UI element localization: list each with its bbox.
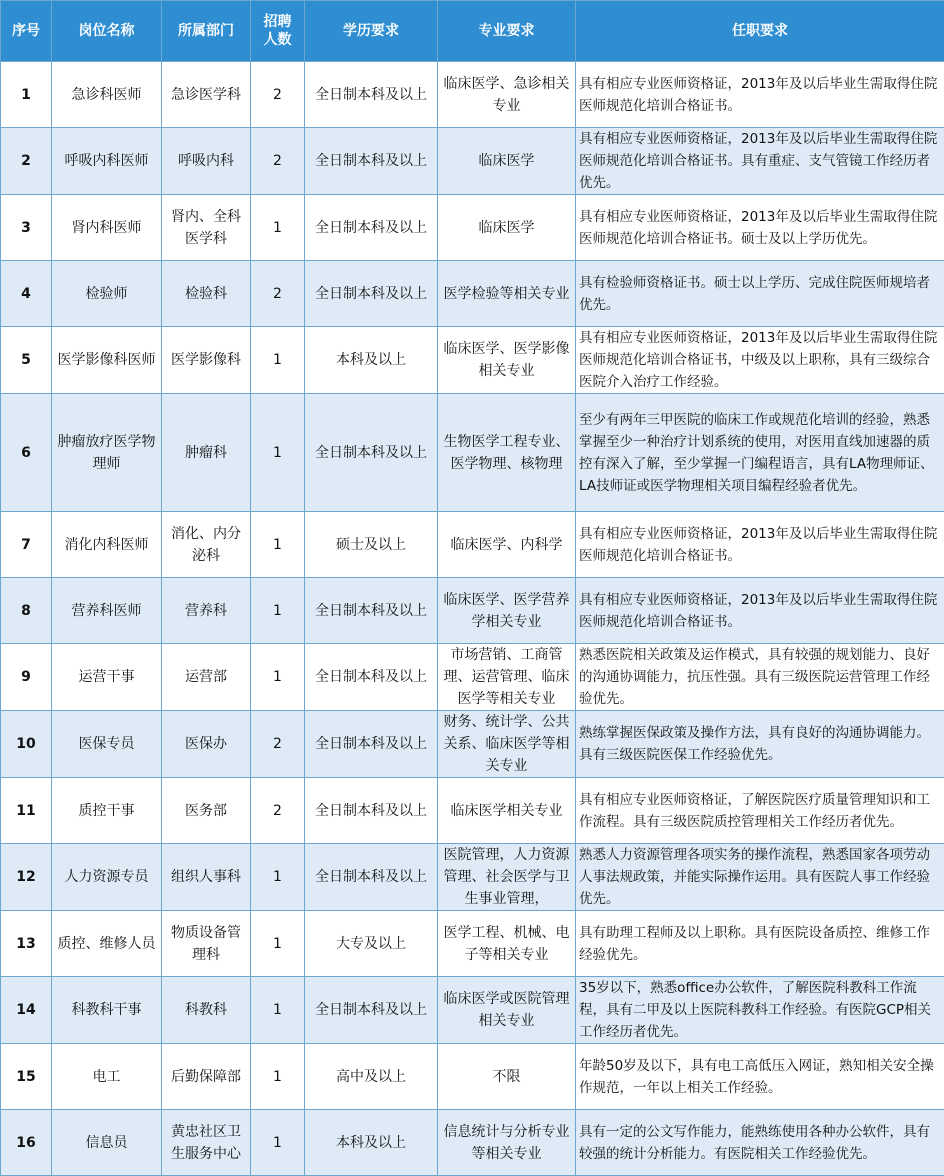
row-major: 临床医学、医学营养学相关专业: [438, 578, 576, 644]
row-department: 组织人事科: [162, 844, 251, 911]
row-count: 1: [251, 578, 305, 644]
row-department: 后勤保障部: [162, 1044, 251, 1110]
row-major: 不限: [438, 1044, 576, 1110]
row-education: 高中及以上: [305, 1044, 438, 1110]
row-education: 全日制本科及以上: [305, 394, 438, 512]
row-major: 生物医学工程专业、医学物理、核物理: [438, 394, 576, 512]
row-position: 肾内科医师: [52, 195, 162, 261]
row-position: 消化内科医师: [52, 512, 162, 578]
row-no: 3: [1, 195, 52, 261]
row-department: 黄忠社区卫生服务中心: [162, 1110, 251, 1176]
row-education: 硕士及以上: [305, 512, 438, 578]
row-department: 医务部: [162, 778, 251, 844]
header-count-line2: 人数: [264, 32, 292, 48]
row-no: 14: [1, 977, 52, 1044]
row-requirements: 具有相应专业医师资格证，2013年及以后毕业生需取得住院医师规范化培训合格证书。硕士及以上学历优先。: [576, 195, 944, 261]
table-row: [1, 62, 944, 128]
row-no: 11: [1, 778, 52, 844]
table-row: [1, 261, 944, 327]
row-department: 医保办: [162, 711, 251, 778]
row-count: 2: [251, 261, 305, 327]
row-count: 1: [251, 1044, 305, 1110]
row-education: 全日制本科及以上: [305, 195, 438, 261]
row-requirements: 具有相应专业医师资格证，2013年及以后毕业生需取得住院医师规范化培训合格证书。: [576, 512, 944, 578]
row-requirements: 具有一定的公文写作能力，能熟练使用各种办公软件，具有较强的统计分析能力。有医院相关工作经验优先。: [576, 1110, 944, 1176]
table-row: [1, 394, 944, 512]
header-count-line1: 招聘: [264, 14, 292, 30]
header-no: 序号: [1, 1, 52, 62]
row-education: 全日制本科及以上: [305, 644, 438, 711]
row-education: 全日制本科及以上: [305, 844, 438, 911]
header-department: 所属部门: [162, 1, 251, 62]
row-major: 临床医学: [438, 195, 576, 261]
row-major: 临床医学或医院管理相关专业: [438, 977, 576, 1044]
row-position: 肿瘤放疗医学物理师: [52, 394, 162, 512]
table-row: [1, 977, 944, 1044]
row-major: 医学检验等相关专业: [438, 261, 576, 327]
row-count: 1: [251, 1110, 305, 1176]
row-count: 1: [251, 911, 305, 977]
row-no: 10: [1, 711, 52, 778]
row-education: 全日制本科及以上: [305, 128, 438, 195]
row-no: 7: [1, 512, 52, 578]
table-row: [1, 711, 944, 778]
row-department: 肾内、全科医学科: [162, 195, 251, 261]
row-no: 9: [1, 644, 52, 711]
row-count: 2: [251, 128, 305, 195]
row-education: 全日制本科及以上: [305, 578, 438, 644]
row-requirements: 具有助理工程师及以上职称。具有医院设备质控、维修工作经验优先。: [576, 911, 944, 977]
header-requirements: 任职要求: [576, 1, 944, 62]
row-count: 1: [251, 644, 305, 711]
row-major: 临床医学、医学影像相关专业: [438, 327, 576, 394]
table-row: [1, 128, 944, 195]
row-requirements: 具有相应专业医师资格证，2013年及以后毕业生需取得住院医师规范化培训合格证书，中级及以上职称，具有三级综合医院介入治疗工作经验。: [576, 327, 944, 394]
row-no: 1: [1, 62, 52, 128]
row-requirements: 35岁以下，熟悉office办公软件，了解医院科教科工作流程，具有二甲及以上医院科教科工作经验。有医院GCP相关工作经历者优先。: [576, 977, 944, 1044]
row-major: 医院管理，人力资源管理、社会医学与卫生事业管理，: [438, 844, 576, 911]
row-no: 12: [1, 844, 52, 911]
header-major: 专业要求: [438, 1, 576, 62]
row-requirements: 具有相应专业医师资格证，了解医院医疗质量管理知识和工作流程。具有三级医院质控管理相关工作经历者优先。: [576, 778, 944, 844]
row-position: 营养科医师: [52, 578, 162, 644]
row-requirements: 具有检验师资格证书。硕士以上学历、完成住院医师规培者优先。: [576, 261, 944, 327]
row-position: 电工: [52, 1044, 162, 1110]
table-row: [1, 911, 944, 977]
row-position: 运营干事: [52, 644, 162, 711]
row-no: 2: [1, 128, 52, 195]
row-major: 临床医学、内科学: [438, 512, 576, 578]
row-department: 物质设备管理科: [162, 911, 251, 977]
row-major: 医学工程、机械、电子等相关专业: [438, 911, 576, 977]
row-requirements: 熟练掌握医保政策及操作方法，具有良好的沟通协调能力。具有三级医院医保工作经验优先。: [576, 711, 944, 778]
row-requirements: 年龄50岁及以下，具有电工高低压入网证，熟知相关安全操作规范，一年以上相关工作经验。: [576, 1044, 944, 1110]
row-no: 5: [1, 327, 52, 394]
row-education: 全日制本科及以上: [305, 261, 438, 327]
row-position: 科教科干事: [52, 977, 162, 1044]
row-count: 1: [251, 844, 305, 911]
row-major: 临床医学: [438, 128, 576, 195]
row-department: 运营部: [162, 644, 251, 711]
row-department: 急诊医学科: [162, 62, 251, 128]
table-header-row: [1, 1, 944, 62]
row-department: 消化、内分泌科: [162, 512, 251, 578]
row-department: 医学影像科: [162, 327, 251, 394]
row-requirements: 熟悉人力资源管理各项实务的操作流程，熟悉国家各项劳动人事法规政策，并能实际操作运用。具有医院人事工作经验优先。: [576, 844, 944, 911]
header-count: [251, 1, 305, 62]
row-position: 呼吸内科医师: [52, 128, 162, 195]
row-no: 6: [1, 394, 52, 512]
row-education: 全日制本科及以上: [305, 778, 438, 844]
table-row: [1, 644, 944, 711]
row-requirements: 具有相应专业医师资格证，2013年及以后毕业生需取得住院医师规范化培训合格证书。: [576, 578, 944, 644]
table-row: [1, 327, 944, 394]
row-major: 临床医学、急诊相关专业: [438, 62, 576, 128]
row-education: 本科及以上: [305, 1110, 438, 1176]
table-row: [1, 512, 944, 578]
table-row: [1, 578, 944, 644]
table-row: [1, 844, 944, 911]
row-requirements: 熟悉医院相关政策及运作模式，具有较强的规划能力、良好的沟通协调能力，抗压性强。具有三级医院运营管理工作经验优先。: [576, 644, 944, 711]
row-education: 大专及以上: [305, 911, 438, 977]
row-count: 1: [251, 977, 305, 1044]
row-count: 1: [251, 195, 305, 261]
header-position: 岗位名称: [52, 1, 162, 62]
row-position: 质控、维修人员: [52, 911, 162, 977]
row-count: 1: [251, 394, 305, 512]
row-department: 检验科: [162, 261, 251, 327]
row-requirements: 具有相应专业医师资格证，2013年及以后毕业生需取得住院医师规范化培训合格证书。具有重症、支气管镜工作经历者优先。: [576, 128, 944, 195]
row-education: 本科及以上: [305, 327, 438, 394]
row-department: 营养科: [162, 578, 251, 644]
header-education: 学历要求: [305, 1, 438, 62]
table-row: [1, 195, 944, 261]
row-no: 8: [1, 578, 52, 644]
row-position: 信息员: [52, 1110, 162, 1176]
row-department: 呼吸内科: [162, 128, 251, 195]
row-position: 质控干事: [52, 778, 162, 844]
row-count: 2: [251, 778, 305, 844]
row-department: 科教科: [162, 977, 251, 1044]
row-education: 全日制本科及以上: [305, 62, 438, 128]
row-no: 4: [1, 261, 52, 327]
row-count: 1: [251, 512, 305, 578]
row-no: 15: [1, 1044, 52, 1110]
row-position: 人力资源专员: [52, 844, 162, 911]
table-row: [1, 778, 944, 844]
row-major: 财务、统计学、公共关系、临床医学等相关专业: [438, 711, 576, 778]
row-position: 医保专员: [52, 711, 162, 778]
row-major: 市场营销、工商管理、运营管理、临床医学等相关专业: [438, 644, 576, 711]
row-education: 全日制本科及以上: [305, 977, 438, 1044]
row-position: 检验师: [52, 261, 162, 327]
row-position: 急诊科医师: [52, 62, 162, 128]
row-position: 医学影像科医师: [52, 327, 162, 394]
row-department: 肿瘤科: [162, 394, 251, 512]
row-count: 2: [251, 62, 305, 128]
row-requirements: 具有相应专业医师资格证，2013年及以后毕业生需取得住院医师规范化培训合格证书。: [576, 62, 944, 128]
row-no: 13: [1, 911, 52, 977]
row-count: 2: [251, 711, 305, 778]
row-requirements: 至少有两年三甲医院的临床工作或规范化培训的经验，熟悉掌握至少一种治疗计划系统的使用，对医用直线加速器的质控有深入了解，至少掌握一门编程语言，具有LA物理师证、LA技师证或医学物理相关项目编程经验者优先。: [576, 394, 944, 512]
row-count: 1: [251, 327, 305, 394]
row-major: 临床医学相关专业: [438, 778, 576, 844]
table-row: [1, 1110, 944, 1176]
row-major: 信息统计与分析专业等相关专业: [438, 1110, 576, 1176]
row-education: 全日制本科及以上: [305, 711, 438, 778]
table-row: [1, 1044, 944, 1110]
row-no: 16: [1, 1110, 52, 1176]
